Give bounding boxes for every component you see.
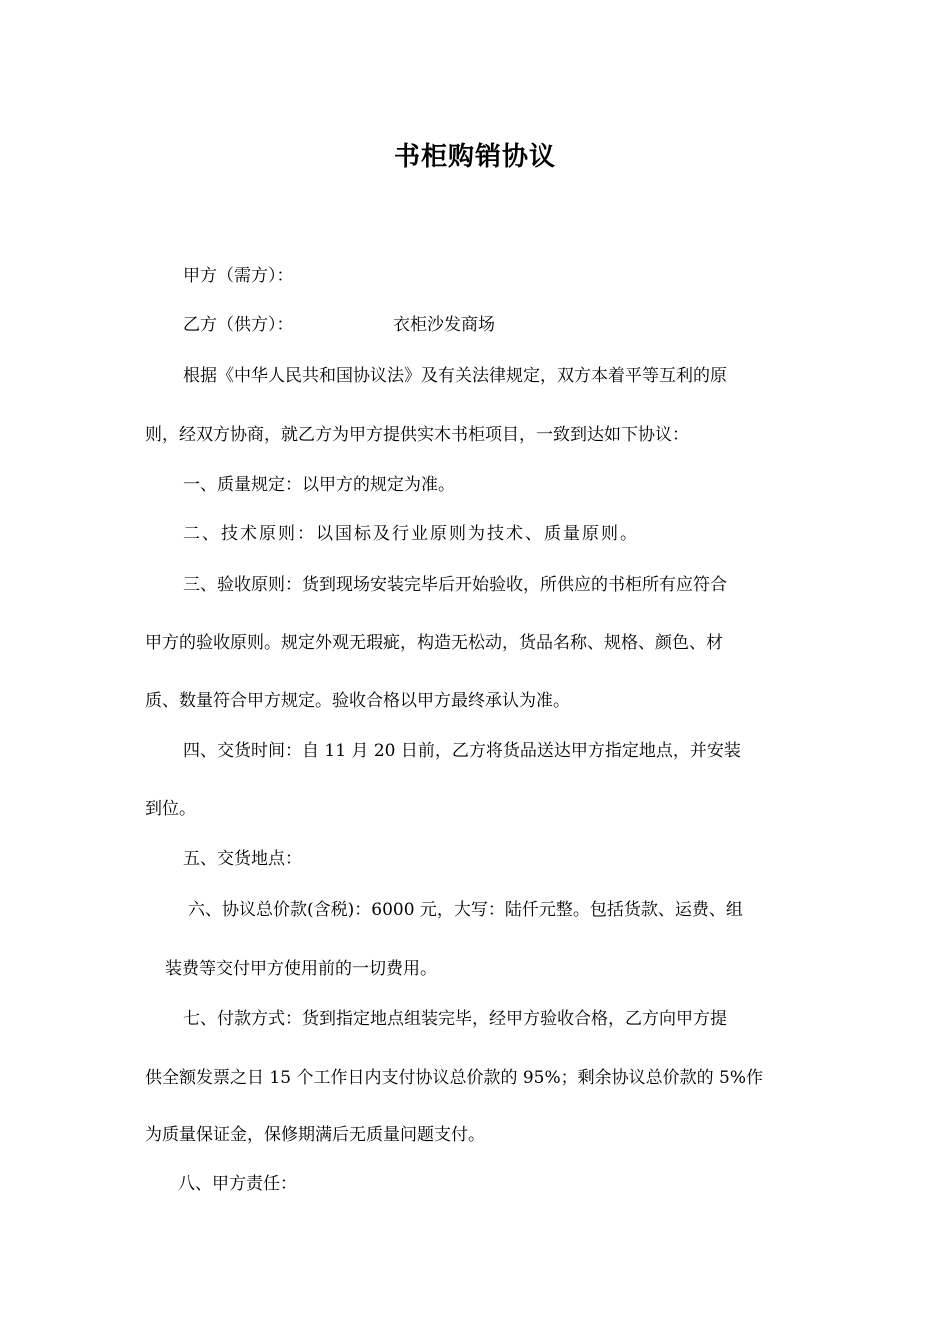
clause-6-line-1: 六、协议总价款(含税)：6000 元，大写：陆仟元整。包括货款、运费、组 — [188, 900, 743, 920]
clause-7-line-3: 为质量保证金，保修期满后无质量问题支付。 — [145, 1125, 485, 1145]
clause-4-line-1: 四、交货时间：自 11 月 20 日前，乙方将货品送达甲方指定地点，并安装 — [183, 741, 741, 761]
clause-7-line-2: 供全额发票之日 15 个工作日内支付协议总价款的 95%；剩余协议总价款的 5%作 — [145, 1068, 764, 1088]
party-b-name: 衣柜沙发商场 — [393, 315, 495, 335]
clause-4-line-2: 到位。 — [145, 799, 196, 819]
clause-8: 八、甲方责任： — [178, 1174, 297, 1194]
document-title: 书柜购销协议 — [393, 142, 556, 172]
clause-7-line-1: 七、付款方式：货到指定地点组装完毕，经甲方验收合格，乙方向甲方提 — [183, 1009, 727, 1029]
clause-6-line-2: 装费等交付甲方使用前的一切费用。 — [165, 959, 437, 979]
preamble-line-1: 根据《中华人民共和国协议法》及有关法律规定，双方本着平等互利的原 — [183, 366, 727, 386]
clause-2: 二、技术原则：以国标及行业原则为技术、质量原则。 — [183, 524, 639, 544]
clause-3-line-2: 甲方的验收原则。规定外观无瑕疵，构造无松动，货品名称、规格、颜色、材 — [145, 633, 723, 653]
clause-1: 一、质量规定：以甲方的规定为准。 — [183, 475, 455, 495]
party-b-label: 乙方（供方）： — [183, 315, 294, 335]
clause-3-line-1: 三、验收原则：货到现场安装完毕后开始验收，所供应的书柜所有应符合 — [183, 575, 727, 595]
clause-5: 五、交货地点： — [183, 849, 302, 869]
party-a-label: 甲方（需方）： — [183, 266, 294, 286]
preamble-line-2: 则，经双方协商，就乙方为甲方提供实木书柜项目，一致到达如下协议： — [145, 425, 689, 445]
clause-3-line-3: 质、数量符合甲方规定。验收合格以甲方最终承认为准。 — [145, 691, 570, 711]
